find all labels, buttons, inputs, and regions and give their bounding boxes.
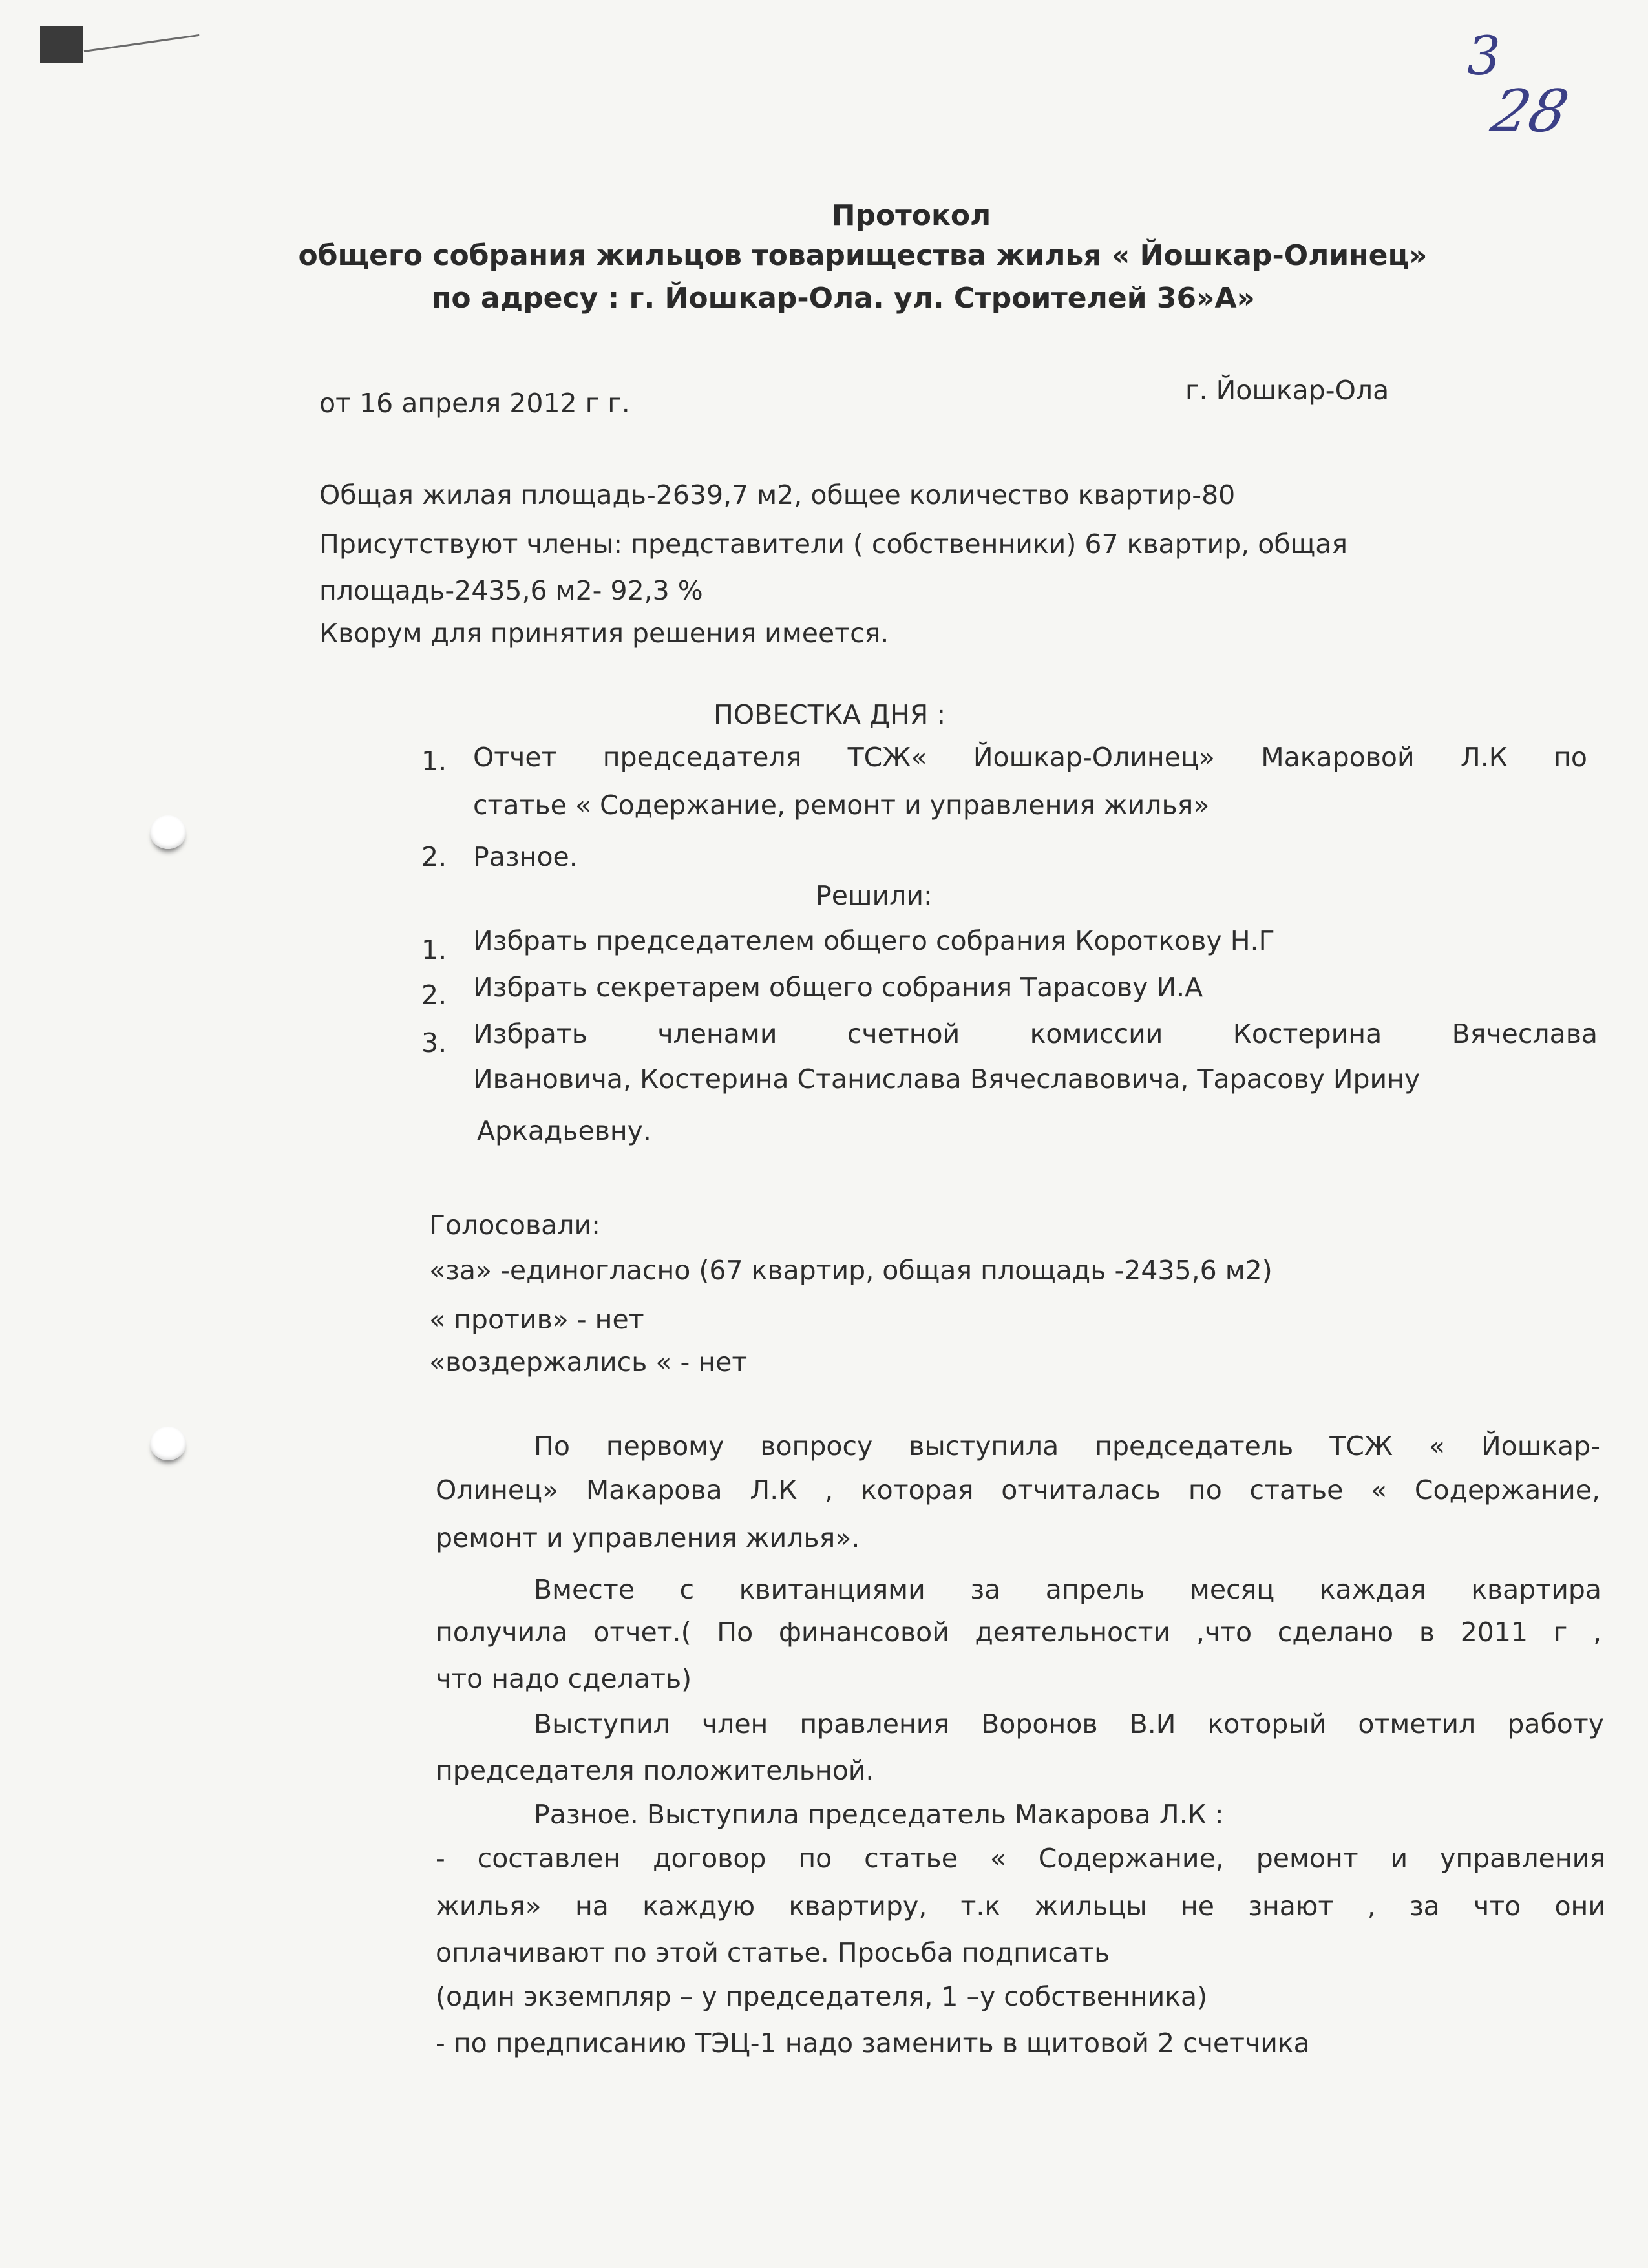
- handwritten-page-number: [1422, 26, 1590, 155]
- punch-hole-upper: [150, 815, 186, 849]
- decision-number: 2.: [421, 980, 447, 1011]
- vote-against: « против» - нет: [429, 1304, 644, 1335]
- vote-for: «за» -единогласно (67 квартир, общая площадь -2435,6 м2): [429, 1255, 1273, 1286]
- intro-line: площадь-2435,6 м2- 92,3 %: [319, 575, 703, 606]
- decision-text: Ивановича, Костерина Станислава Вячеславовича, Тарасову Ирину: [473, 1064, 1421, 1095]
- body-line: председателя положительной.: [436, 1755, 874, 1786]
- body-line: Разное. Выступила председатель Макарова Л.К :: [534, 1799, 1224, 1830]
- decision-text: Избрать членами счетной комиссии Костерина Вячеслава: [473, 1018, 1598, 1049]
- body-line: Олинец» Макарова Л.К , которая отчиталась по статье « Содержание,: [436, 1475, 1600, 1506]
- agenda-item-number: 2.: [421, 841, 447, 872]
- document-title: Протокол: [831, 199, 991, 232]
- decided-heading: Решили:: [816, 880, 933, 911]
- agenda-heading: ПОВЕСТКА ДНЯ :: [713, 699, 946, 730]
- decision-text: Избрать секретарем общего собрания Тарасову И.А: [473, 972, 1203, 1003]
- agenda-item-text: статье « Содержание, ремонт и управления жилья»: [473, 790, 1210, 821]
- decision-number: 3.: [421, 1027, 447, 1058]
- scan-corner-mark: [40, 26, 83, 63]
- scan-corner-line: [84, 34, 200, 52]
- meeting-date: от 16 апреля 2012 г г.: [319, 388, 630, 419]
- punch-hole-lower: [150, 1427, 186, 1460]
- decision-number: 1.: [421, 934, 447, 965]
- body-line: оплачивают по этой статье. Просьба подписать: [436, 1937, 1110, 1968]
- agenda-item-text: Отчет председателя ТСЖ« Йошкар-Олинец» Макаровой Л.К по: [473, 742, 1587, 773]
- body-line: получила отчет.( По финансовой деятельности ,что сделано в 2011 г ,: [436, 1617, 1601, 1648]
- vote-heading: Голосовали:: [429, 1210, 600, 1241]
- intro-line: Общая жилая площадь-2639,7 м2, общее количество квартир-80: [319, 479, 1236, 510]
- body-line: ремонт и управления жилья».: [436, 1522, 860, 1553]
- body-line: По первому вопросу выступила председатель ТСЖ « Йошкар-: [534, 1431, 1600, 1462]
- page-number-top: 3: [1467, 26, 1501, 87]
- body-line: жилья» на каждую квартиру, т.к жильцы не знают , за что они: [436, 1891, 1605, 1922]
- document-subtitle-line1: общего собрания жильцов товарищества жилья « Йошкар-Олинец»: [298, 239, 1428, 272]
- body-line: Вместе с квитанциями за апрель месяц каждая квартира: [534, 1574, 1601, 1605]
- body-line: что надо сделать): [436, 1663, 692, 1694]
- agenda-item-number: 1.: [421, 746, 447, 777]
- decision-text: Аркадьевну.: [477, 1115, 651, 1146]
- body-line: - составлен договор по статье « Содержание, ремонт и управления: [436, 1843, 1605, 1874]
- page-number-bottom: 28: [1485, 78, 1574, 145]
- quorum-statement: Кворум для принятия решения имеется.: [319, 618, 889, 649]
- body-line: Выступил член правления Воронов В.И который отметил работу: [534, 1708, 1604, 1739]
- body-line: (один экземпляр – у председателя, 1 –у собственника): [436, 1981, 1208, 2012]
- agenda-item-text: Разное.: [473, 841, 578, 872]
- vote-abstain: «воздержались « - нет: [429, 1347, 748, 1378]
- decision-text: Избрать председателем общего собрания Короткову Н.Г: [473, 925, 1275, 956]
- intro-line: Присутствуют члены: представители ( собственники) 67 квартир, общая: [319, 529, 1348, 560]
- document-subtitle-line2: по адресу : г. Йошкар-Ола. ул. Строителей 36»А»: [432, 282, 1255, 315]
- meeting-city: г. Йошкар-Ола: [1185, 375, 1389, 406]
- body-line: - по предписанию ТЭЦ-1 надо заменить в щитовой 2 счетчика: [436, 2028, 1310, 2059]
